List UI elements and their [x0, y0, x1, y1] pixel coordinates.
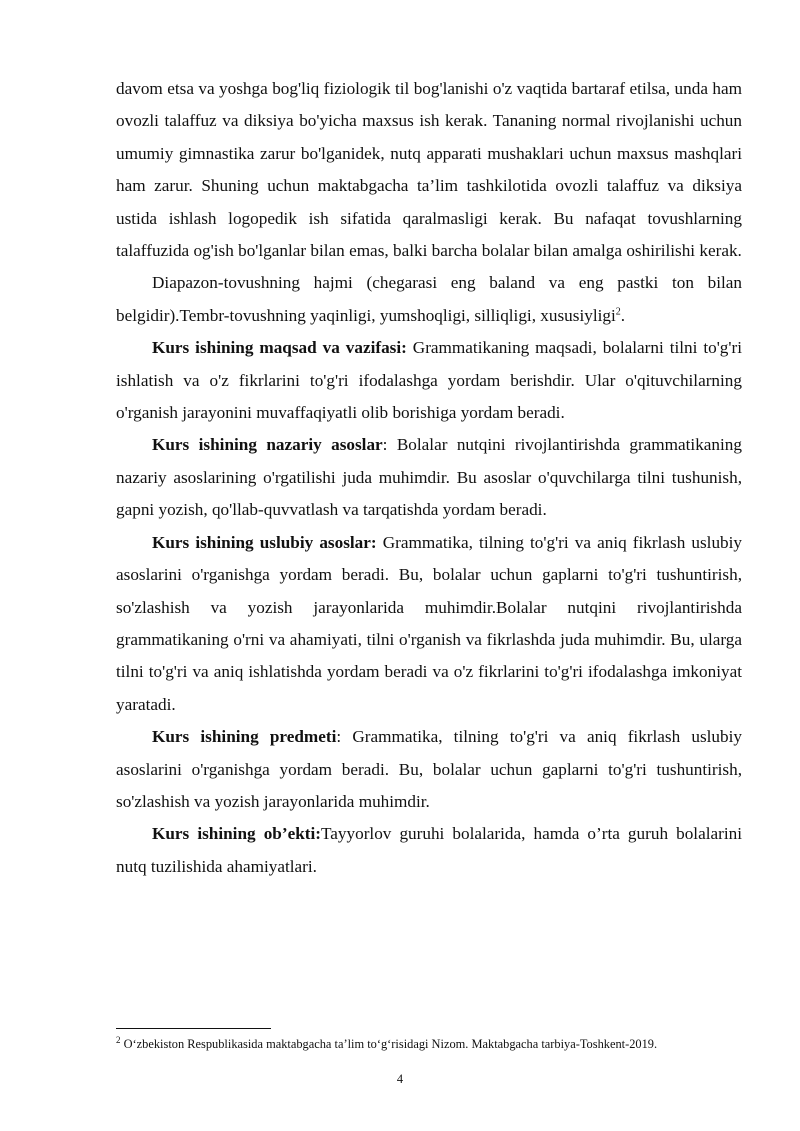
- section-label: Kurs ishining nazariy asoslar: [152, 435, 383, 455]
- footnote: [116, 1036, 742, 1052]
- paragraph-nazariy: [116, 429, 742, 526]
- footnote-text: O‘zbekiston Respublikasida maktabgacha ta’lim to‘g‘risidagi Nizom. Maktabgacha tarbiya-Toshkent-2019.: [120, 1037, 658, 1051]
- paragraph-text: Tayyorlov guruhi bolalarida, hamda o’rta guruh bolalarini nutq tuzilishida ahamiyatlari.: [116, 824, 742, 876]
- paragraph-text: : Bolalar nutqini rivojlantirishda grammatikaning nazariy asoslarining o'rgatilishi juda muhimdir. Bu asoslar o'quvchilarga tilni tushunish, gapni yozish, qo'llab-quvvatlash va tarqatishda yordam beradi.: [116, 435, 742, 520]
- paragraph-text: : Grammatika, tilning to'g'ri va aniq fikrlash uslubiy asoslarini o'rganishga yordam beradi. Bu, bolalar uchun gaplarni to'g'ri tushuntirish, so'zlashish va yozish jarayonlarida muhimdir.: [116, 727, 742, 811]
- paragraph-continuation: [116, 73, 742, 267]
- section-label: Kurs ishining predmeti: [152, 727, 337, 747]
- paragraph-diapazon: [116, 267, 742, 332]
- body-text: [116, 73, 742, 883]
- paragraph-predmeti: [116, 721, 742, 818]
- page-number: 4: [396, 1072, 404, 1086]
- paragraph-text: davom etsa va yoshga bog'liq fiziologik til bog'lanishi o'z vaqtida bartaraf etilsa, unda ham ovozli talaffuz va diksiya bo'yicha maxsus ish kerak. Tananing normal rivojlanishi uchun umumiy gimnastika zarur bo'lganidek, nutq apparati mushaklari uchun maxsus mashqlari ham zarur. Shuning uchun maktabgacha ta’lim tashkilotida ovozli talaffuz va diksiya ustida ishlash logopedik ish sifatida qaralmasligi kerak. Bu nafaqat tovushlarning talaffuzida og'ish bo'lganlar bilan emas, balki barcha bolalar bilan amalga oshirilishi kerak.: [116, 79, 742, 261]
- footnote-divider: [116, 1028, 271, 1029]
- paragraph-text: Grammatikaning maqsadi, bolalarni tilni to'g'ri ishlatish va o'z fikrlarini to'g'ri ifodalashga yordam berishdir. Ular o'qituvchilarning o'rganish jarayonini muvaffaqiyatli olib borishiga yordam beradi.: [116, 338, 742, 423]
- section-label: Kurs ishining uslubiy asoslar:: [152, 532, 377, 552]
- footnote-number: 2: [116, 1034, 121, 1045]
- paragraph-text: Grammatika, tilning to'g'ri va aniq fikrlash uslubiy asoslarini o'rganishga yordam beradi. Bu, bolalar uchun gaplarni to'g'ri tushuntirish, so'zlashish va yozish jarayonlarida muhimdir.Bolalar nutqini rivojlantirishda grammatikaning o'rni va ahamiyati, tilni o'rganish va fikrlashda juda muhimdir. Bu, ularga tilni to'g'ri va aniq ishlatishda yordam beradi va o'z fikrlarini to'g'ri ifodalashga imkoniyat yaratadi.: [116, 532, 743, 714]
- paragraph-obekti: [116, 818, 742, 883]
- section-label: Kurs ishining ob’ekti:: [152, 824, 321, 844]
- paragraph-uslubiy: [116, 527, 742, 721]
- paragraph-text: Diapazon-tovushning hajmi (chegarasi eng baland va eng pastki ton bilan belgidir).Tembr-tovushning yaqinligi, yumshoqligi, silliqligi, xususiyligi: [116, 273, 742, 325]
- footnote-reference[interactable]: 2: [615, 306, 621, 318]
- section-label: Kurs ishining maqsad va vazifasi:: [152, 338, 407, 358]
- paragraph-end: .: [620, 305, 626, 325]
- paragraph-maqsad: [116, 332, 742, 429]
